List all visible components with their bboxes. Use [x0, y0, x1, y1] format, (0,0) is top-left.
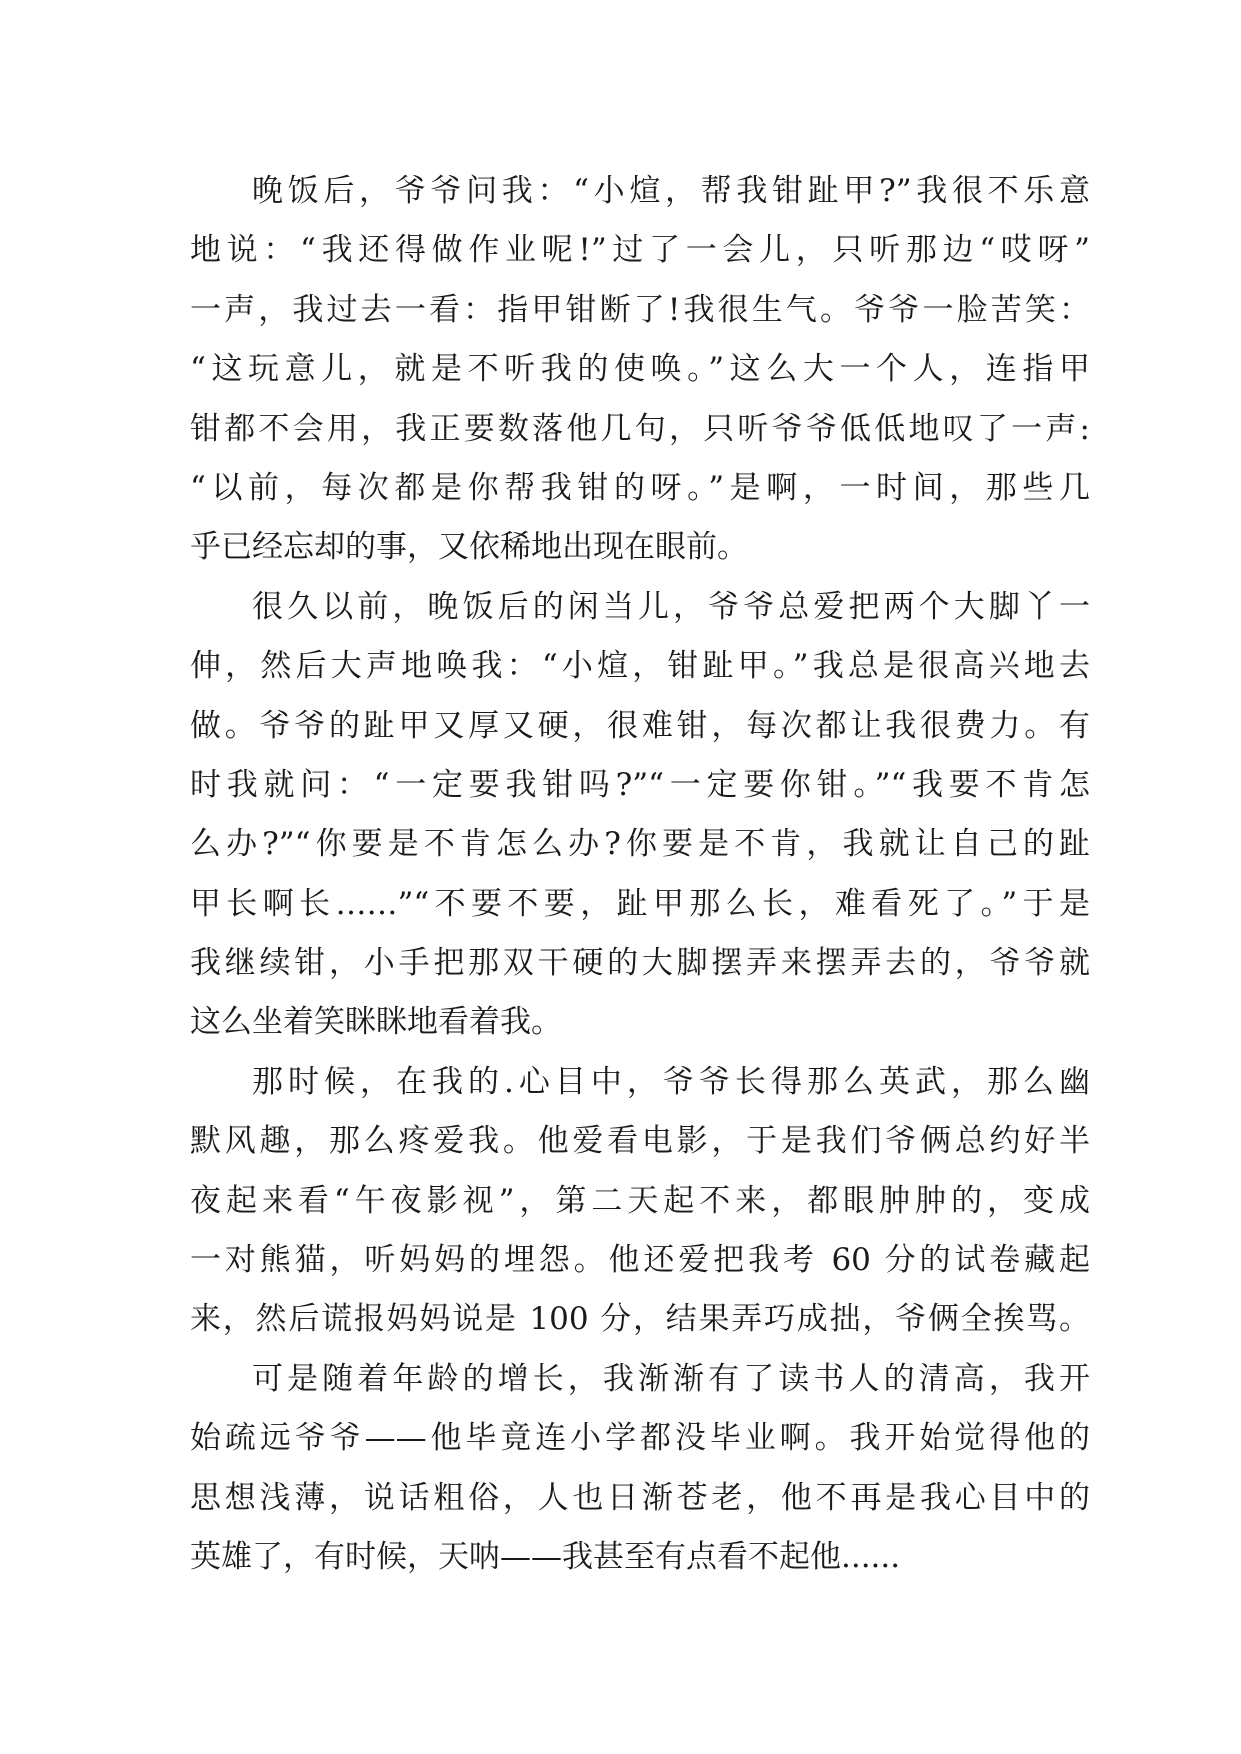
text-line: 么办?”“你要是不肯怎么办?你要是不肯，我就让自己的趾	[190, 826, 1090, 863]
text-line: 这么坐着笑眯眯地看着我。	[190, 1004, 562, 1041]
text-line: 默风趣，那么疼爱我。他爱看电影，于是我们爷俩总约好半	[190, 1123, 1090, 1160]
paragraph-4	[190, 1350, 1090, 1588]
text-line: 来，然后谎报妈妈说是 100 分，结果弄巧成拙，爷俩全挨骂。	[190, 1301, 1090, 1338]
text-line: 始疏远爷爷——他毕竟连小学都没毕业啊。我开始觉得他的	[190, 1420, 1090, 1457]
text-line: 乎已经忘却的事，又依稀地出现在眼前。	[190, 529, 748, 566]
text-line: 可是随着年龄的增长，我渐渐有了读书人的清高，我开	[252, 1360, 1090, 1397]
text-line: “这玩意儿，就是不听我的使唤。”这么大一个人，连指甲	[190, 351, 1090, 388]
paragraph-2	[190, 578, 1090, 1053]
text-line: 甲长啊长……”“不要不要，趾甲那么长，难看死了。”于是	[190, 885, 1090, 922]
text-line: 一声，我过去一看：指甲钳断了!我很生气。爷爷一脸苦笑：	[190, 291, 1090, 328]
text-line: 做。爷爷的趾甲又厚又硬，很难钳，每次都让我很费力。有	[190, 707, 1090, 744]
text-line: 地说：“我还得做作业呢!”过了一会儿，只听那边“哎呀”	[190, 232, 1090, 269]
text-line: 晚饭后，爷爷问我：“小煊，帮我钳趾甲?”我很不乐意	[252, 173, 1090, 209]
text-line: 钳都不会用，我正要数落他几句，只听爷爷低低地叹了一声:	[190, 410, 1090, 447]
paragraph-3	[190, 1053, 1090, 1350]
text-line: 时我就问：“一定要我钳吗?”“一定要你钳。”“我要不肯怎	[190, 766, 1090, 803]
text-line: 很久以前，晚饭后的闲当儿，爷爷总爱把两个大脚丫一	[252, 588, 1090, 625]
text-line: 一对熊猫，听妈妈的埋怨。他还爱把我考 60 分的试卷藏起	[190, 1242, 1090, 1279]
text-line: 英雄了，有时候，天呐——我甚至有点看不起他......	[190, 1538, 901, 1575]
text-line: 那时候，在我的.心目中，爷爷长得那么英武，那么幽	[252, 1063, 1090, 1100]
text-line: 伸，然后大声地唤我：“小煊，钳趾甲。”我总是很高兴地去	[190, 648, 1090, 685]
text-line: 我继续钳，小手把那双干硬的大脚摆弄来摆弄去的，爷爷就	[190, 945, 1090, 982]
text-line: “以前，每次都是你帮我钳的呀。”是啊，一时间，那些几	[190, 469, 1090, 506]
paragraph-1	[190, 162, 1090, 578]
text-line: 思想浅薄，说话粗俗，人也日渐苍老，他不再是我心目中的	[190, 1479, 1090, 1516]
essay-body	[190, 162, 1090, 1587]
text-line: 夜起来看“午夜影视”，第二天起不来，都眼肿肿的，变成	[190, 1182, 1090, 1219]
